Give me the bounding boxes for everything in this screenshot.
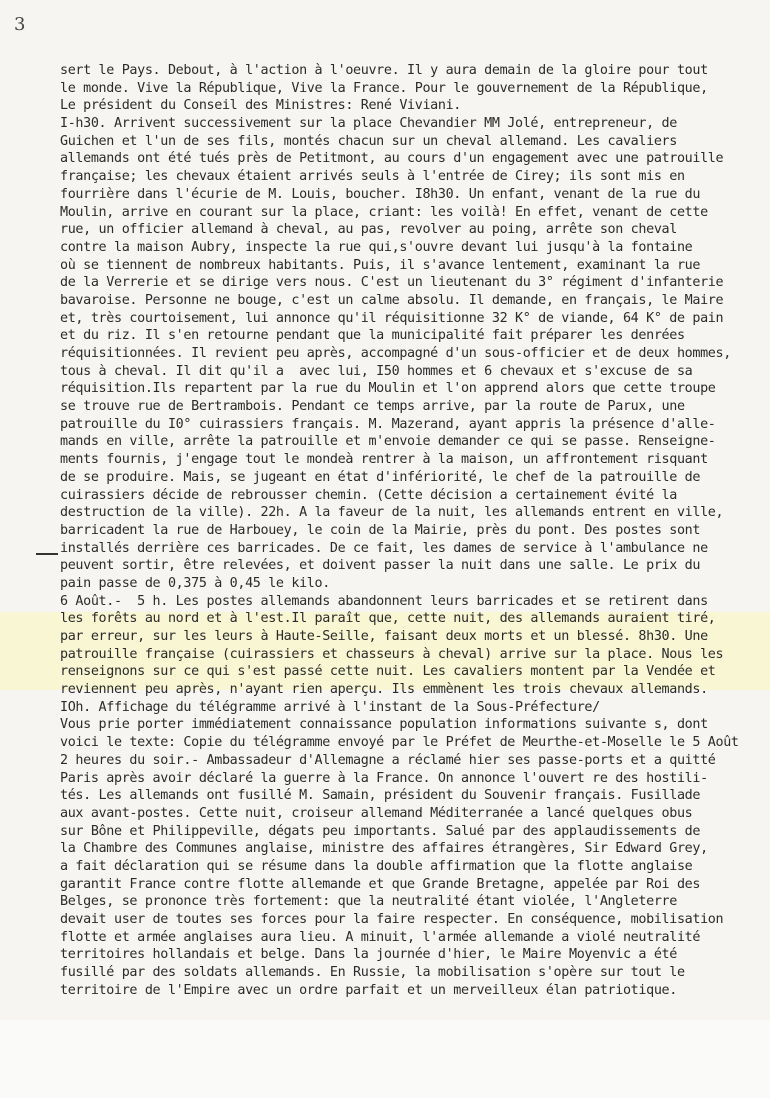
text-line: mands en ville, arrête la patrouille et m'envoie demander ce qui se passe. Renseigne- bbox=[60, 434, 716, 450]
text-line: les forêts au nord et à l'est.Il paraît que, cette nuit, des allemands auraient tiré, bbox=[60, 611, 716, 627]
text-line: reviennent peu après, n'ayant rien aperçu. Ils emmènent les trois chevaux allemands. bbox=[60, 682, 708, 698]
text-line: Belges, se prononce très fortement: que la neutralité étant violée, l'Angleterre bbox=[60, 894, 677, 910]
page-number: 3 bbox=[14, 14, 26, 35]
text-line: voici le texte: Copie du télégramme envoyé par le Préfet de Meurthe-et-Moselle le 5 Août bbox=[60, 735, 739, 751]
text-line: Moulin, arrive en courant sur la place, criant: les voilà! En effet, venant de cette bbox=[60, 204, 708, 220]
text-line: fourrière dans l'écurie de M. Louis, boucher. I8h30. Un enfant, venant de la rue du bbox=[60, 186, 701, 202]
text-line: patrouille française (cuirassiers et chasseurs à cheval) arrive sur la place. Nous les bbox=[60, 646, 724, 662]
text-line: Paris après avoir déclaré la guerre à la France. On annonce l'ouvert re des hostili- bbox=[60, 770, 708, 786]
text-line: Le président du Conseil des Ministres: René Viviani. bbox=[60, 98, 462, 114]
text-line: installés derrière ces barricades. De ce fait, les dames de service à l'ambulance ne bbox=[60, 540, 708, 556]
text-line: sur Bône et Philippeville, dégats peu importants. Salué par des applaudissements de bbox=[60, 823, 701, 839]
text-line: et du riz. Il s'en retourne pendant que la municipalité fait préparer les denrées bbox=[60, 328, 685, 344]
text-line: territoires hollandais et belge. Dans la journée d'hier, le Maire Moyenvic a été bbox=[60, 947, 677, 963]
text-line: 6 Août.- 5 h. Les postes allemands abandonnent leurs barricades et se retirent dans bbox=[60, 593, 708, 609]
text-line: garantit France contre flotte allemande et que Grande Bretagne, appelée par Roi des bbox=[60, 876, 701, 892]
text-line: fusillé par des soldats allemands. En Russie, la mobilisation s'opère sur tout le bbox=[60, 965, 685, 981]
text-line: tous à cheval. Il dit qu'il a avec lui, I50 hommes et 6 chevaux et s'excuse de sa bbox=[60, 363, 693, 379]
text-line: par erreur, sur les leurs à Haute-Seille, faisant deux morts et un blessé. 8h30. Une bbox=[60, 629, 708, 644]
text-line: I-h30. Arrivent successivement sur la place Chevandier MM Jolé, entrepreneur, de bbox=[60, 116, 677, 132]
text-line: réquisitionnées. Il revient peu après, accompagné d'un sous-officier et de deux hommes, bbox=[60, 346, 731, 361]
text-line: flotte et armée anglaises aura lieu. A minuit, l'armée allemande a violé neutralité bbox=[60, 929, 701, 945]
text-line: aux avant-postes. Cette nuit, croiseur allemand Méditerranée a lancé quelques obus bbox=[60, 805, 693, 821]
text-line: pain passe de 0,375 à 0,45 le kilo. bbox=[60, 575, 330, 591]
page-bottom-margin bbox=[0, 1020, 770, 1098]
text-line: a fait déclaration qui se résume dans la double affirmation que la flotte anglaise bbox=[60, 858, 693, 874]
text-line: devait user de toutes ses forces pour la faire respecter. En conséquence, mobilisation bbox=[60, 912, 724, 927]
margin-mark bbox=[36, 553, 58, 555]
text-line: 2 heures du soir.- Ambassadeur d'Allemagne a réclamé hier ses passe-ports et a quitté bbox=[60, 752, 716, 768]
typed-text-body bbox=[60, 62, 760, 999]
text-line: barricadent la rue de Harbouey, le coin de la Mairie, près du pont. Des postes sont bbox=[60, 522, 701, 538]
text-line: où se tiennent de nombreux habitants. Puis, il s'avance lentement, examinant la rue bbox=[60, 257, 701, 273]
text-line: le monde. Vive la République, Vive la France. Pour le gouvernement de la République, bbox=[60, 80, 708, 96]
text-line: bavaroise. Personne ne bouge, c'est un calme absolu. Il demande, en français, le Maire bbox=[60, 292, 724, 308]
text-line: peuvent sortir, être relevées, et doivent passer la nuit dans une salle. Le prix du bbox=[60, 558, 701, 574]
text-line: renseignons sur ce qui s'est passé cette nuit. Les cavaliers montent par la Vendée et bbox=[60, 664, 716, 680]
text-line: réquisition.Ils repartent par la rue du Moulin et l'on apprend alors que cette troupe bbox=[60, 381, 716, 397]
text-line: rue, un officier allemand à cheval, au pas, revolver au poing, arrête son cheval bbox=[60, 222, 677, 238]
text-line: française; les chevaux étaient arrivés seuls à l'entrée de Cirey; ils sont mis en bbox=[60, 169, 685, 185]
text-line: territoire de l'Empire avec un ordre parfait et un merveilleux élan patriotique. bbox=[60, 982, 677, 998]
text-line: Vous prie porter immédiatement connaissance population informations suivante s, dont bbox=[60, 717, 708, 733]
text-line: sert le Pays. Debout, à l'action à l'oeuvre. Il y aura demain de la gloire pour tout bbox=[60, 63, 708, 78]
text-line: de la Verrerie et se dirige vers nous. C'est un lieutenant du 3° régiment d'infanterie bbox=[60, 275, 724, 291]
text-line: se trouve rue de Bertrambois. Pendant ce temps arrive, par la route de Parux, une bbox=[60, 399, 685, 415]
text-line: Guichen et l'un de ses fils, montés chacun sur un cheval allemand. Les cavaliers bbox=[60, 133, 677, 149]
text-line: et, très courtoisement, lui annonce qu'il réquisitionne 32 K° de viande, 64 K° de pain bbox=[60, 310, 724, 326]
text-line: allemands ont été tués près de Petitmont, au cours d'un engagement avec une patrouille bbox=[60, 151, 724, 167]
text-line: la Chambre des Communes anglaise, ministre des affaires étrangères, Sir Edward Grey, bbox=[60, 841, 708, 857]
text-line: patrouille du I0° cuirassiers français. M. Mazerand, ayant appris la présence d'alle- bbox=[60, 416, 716, 432]
text-line: cuirassiers décide de rebrousser chemin. (Cette décision a certainement évité la bbox=[60, 487, 677, 503]
text-line: tés. Les allemands ont fusillé M. Samain, président du Souvenir français. Fusillade bbox=[60, 788, 701, 804]
text-line: de se produire. Mais, se jugeant en état d'infériorité, le chef de la patrouille de bbox=[60, 469, 701, 485]
text-line: IOh. Affichage du télégramme arrivé à l'instant de la Sous-Préfecture/ bbox=[60, 699, 600, 715]
text-line: ments fournis, j'engage tout le mondeà rentrer à la maison, un affrontement risquant bbox=[60, 452, 708, 468]
text-line: contre la maison Aubry, inspecte la rue qui,s'ouvre devant lui jusqu'à la fontaine bbox=[60, 239, 693, 255]
text-line: destruction de la ville). 22h. A la faveur de la nuit, les allemands entrent en ville, bbox=[60, 505, 724, 521]
